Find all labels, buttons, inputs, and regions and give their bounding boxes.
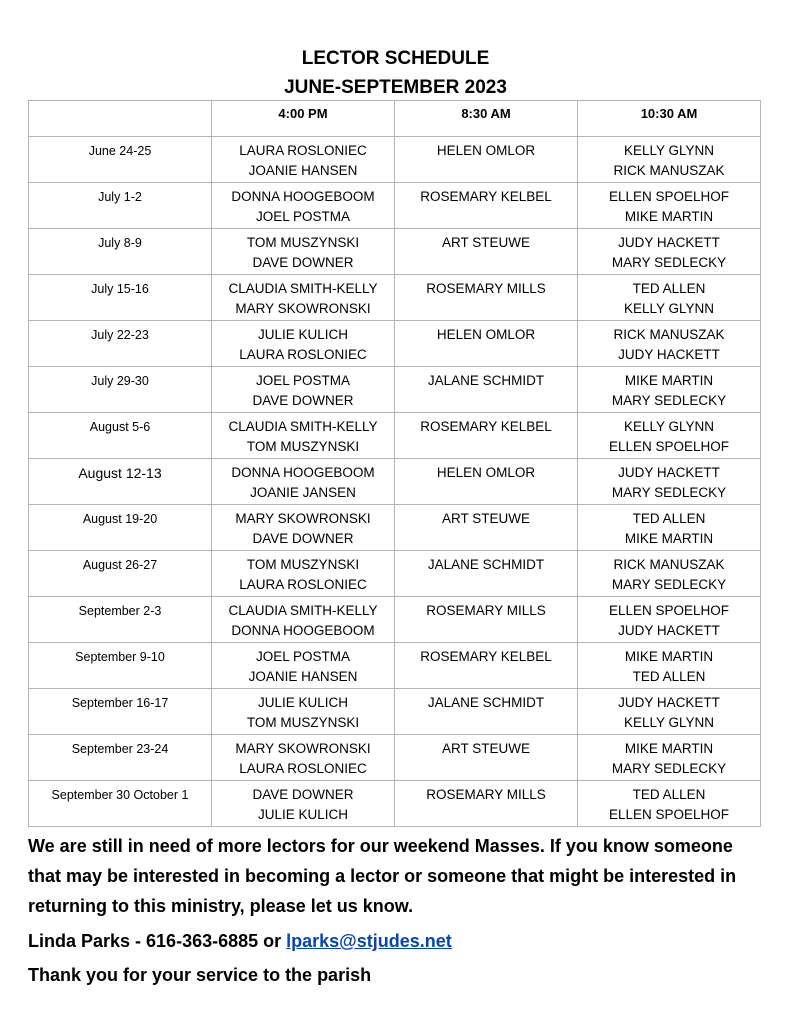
schedule-title: LECTOR SCHEDULE xyxy=(301,48,490,69)
names-4pm xyxy=(212,183,395,229)
lector-name: TOM MUSZYNSKI xyxy=(246,557,360,572)
names-1030am xyxy=(578,505,761,551)
names-1030am xyxy=(578,137,761,183)
row-date: July 29-30 xyxy=(29,367,212,413)
lector-name: JOEL POSTMA xyxy=(255,373,351,388)
lector-name: MIKE MARTIN xyxy=(624,208,714,224)
table-row xyxy=(29,459,761,505)
lector-name: LAURA ROSLONIEC xyxy=(239,760,367,776)
row-date: August 5-6 xyxy=(29,413,212,459)
row-date: September 9-10 xyxy=(29,643,212,689)
names-830am xyxy=(395,459,578,505)
lector-name: DAVE DOWNER xyxy=(252,787,354,802)
lector-name: HELEN OMLOR xyxy=(436,465,536,480)
names-4pm xyxy=(212,413,395,459)
lector-name: JUDY HACKETT xyxy=(618,465,720,480)
names-4pm xyxy=(212,137,395,183)
names-1030am xyxy=(578,321,761,367)
lector-need-message: We are still in need of more lectors for our weekend Masses. If you know someone that may be interested in becoming a lector or someone that might be interested in returning to this ministry, please let us know. xyxy=(28,836,737,916)
lector-name: ROSEMARY MILLS xyxy=(426,281,546,296)
lector-name: JALANE SCHMIDT xyxy=(427,373,545,388)
names-4pm xyxy=(212,597,395,643)
lector-name: JOEL POSTMA xyxy=(255,649,351,664)
names-830am xyxy=(395,505,578,551)
lector-name: MIKE MARTIN xyxy=(624,530,714,546)
header-830am: 8:30 AM xyxy=(395,101,578,137)
names-4pm xyxy=(212,459,395,505)
lector-name: JULIE KULICH xyxy=(257,806,349,822)
names-1030am xyxy=(578,367,761,413)
row-date: July 8-9 xyxy=(29,229,212,275)
lector-name: JULIE KULICH xyxy=(257,327,349,342)
lector-name: ELLEN SPOELHOF xyxy=(608,806,730,822)
lector-name: HELEN OMLOR xyxy=(436,327,536,342)
table-row xyxy=(29,735,761,781)
lector-name: JALANE SCHMIDT xyxy=(427,695,545,710)
lector-name: DONNA HOOGEBOOM xyxy=(231,622,375,638)
names-4pm xyxy=(212,321,395,367)
lector-name: CLAUDIA SMITH-KELLY xyxy=(228,419,378,434)
contact-name-phone: Linda Parks - 616-363-6885 or xyxy=(28,931,287,951)
lector-name: DAVE DOWNER xyxy=(252,530,354,546)
row-date: July 22-23 xyxy=(29,321,212,367)
thank-you-line: Thank you for your service to the parish xyxy=(28,965,372,985)
lector-name: LAURA ROSLONIEC xyxy=(239,576,367,592)
lector-name: JUDY HACKETT xyxy=(618,346,720,362)
table-row xyxy=(29,321,761,367)
lector-name: TED ALLEN xyxy=(632,787,706,802)
lector-schedule-table xyxy=(28,100,761,827)
names-1030am xyxy=(578,551,761,597)
lector-name: MIKE MARTIN xyxy=(624,373,714,388)
lector-name: MIKE MARTIN xyxy=(624,741,714,756)
lector-name: TED ALLEN xyxy=(632,511,706,526)
row-date: September 16-17 xyxy=(29,689,212,735)
contact-line xyxy=(28,926,768,956)
lector-name: ELLEN SPOELHOF xyxy=(608,189,730,204)
lector-name: MARY SEDLECKY xyxy=(611,760,727,776)
row-date: September 30 October 1 xyxy=(29,781,212,827)
names-4pm xyxy=(212,505,395,551)
lector-name: JULIE KULICH xyxy=(257,695,349,710)
row-date: August 19-20 xyxy=(29,505,212,551)
lector-name: JOANIE JANSEN xyxy=(250,484,356,500)
lector-name: MARY SEDLECKY xyxy=(611,484,727,500)
lector-name: TOM MUSZYNSKI xyxy=(246,235,360,250)
lector-name: MARY SKOWRONSKI xyxy=(235,511,371,526)
names-1030am xyxy=(578,597,761,643)
lector-name: RICK MANUSZAK xyxy=(613,557,725,572)
lector-name: TOM MUSZYNSKI xyxy=(246,438,360,454)
lector-name: ART STEUWE xyxy=(441,741,530,756)
table-row xyxy=(29,551,761,597)
lector-name: MARY SEDLECKY xyxy=(611,392,727,408)
table-row xyxy=(29,367,761,413)
row-date: June 24-25 xyxy=(29,137,212,183)
lector-name: DAVE DOWNER xyxy=(252,392,354,408)
names-830am xyxy=(395,413,578,459)
row-date: September 2-3 xyxy=(29,597,212,643)
row-date: August 26-27 xyxy=(29,551,212,597)
lector-name: RICK MANUSZAK xyxy=(613,327,725,342)
names-4pm xyxy=(212,367,395,413)
lector-name: ROSEMARY KELBEL xyxy=(420,419,552,434)
names-830am xyxy=(395,735,578,781)
names-830am xyxy=(395,781,578,827)
lector-name: KELLY GLYNN xyxy=(623,714,715,730)
lector-name: DONNA HOOGEBOOM xyxy=(231,189,375,204)
table-row xyxy=(29,413,761,459)
names-830am xyxy=(395,551,578,597)
lector-name: RICK MANUSZAK xyxy=(613,162,725,178)
lector-name: DONNA HOOGEBOOM xyxy=(231,465,375,480)
lector-name: JUDY HACKETT xyxy=(618,235,720,250)
names-830am xyxy=(395,183,578,229)
header-4pm: 4:00 PM xyxy=(212,101,395,137)
lector-name: TED ALLEN xyxy=(632,668,706,684)
lector-name: CLAUDIA SMITH-KELLY xyxy=(228,281,378,296)
lector-name: DAVE DOWNER xyxy=(252,254,354,270)
lector-name: MARY SKOWRONSKI xyxy=(235,741,371,756)
names-1030am xyxy=(578,275,761,321)
table-row xyxy=(29,275,761,321)
table-header-row xyxy=(29,101,761,137)
lector-name: JOANIE HANSEN xyxy=(248,668,358,684)
lector-name: ROSEMARY KELBEL xyxy=(420,649,552,664)
lector-name: KELLY GLYNN xyxy=(623,143,715,158)
names-4pm xyxy=(212,229,395,275)
lector-name: ART STEUWE xyxy=(441,511,530,526)
contact-email-link[interactable]: lparks@stjudes.net xyxy=(286,931,452,951)
table-row xyxy=(29,505,761,551)
table-row xyxy=(29,781,761,827)
lector-name: HELEN OMLOR xyxy=(436,143,536,158)
lector-name: TED ALLEN xyxy=(632,281,706,296)
names-830am xyxy=(395,597,578,643)
schedule-subtitle: JUNE-SEPTEMBER 2023 xyxy=(284,77,507,98)
row-date: July 15-16 xyxy=(29,275,212,321)
names-830am xyxy=(395,643,578,689)
names-830am xyxy=(395,367,578,413)
lector-name: JOANIE HANSEN xyxy=(248,162,358,178)
lector-name: MARY SKOWRONSKI xyxy=(235,300,371,316)
lector-name: MIKE MARTIN xyxy=(624,649,714,664)
lector-name: JUDY HACKETT xyxy=(618,695,720,710)
lector-name: JUDY HACKETT xyxy=(618,622,720,638)
table-row xyxy=(29,597,761,643)
lector-name: ROSEMARY MILLS xyxy=(426,603,546,618)
lector-name: LAURA ROSLONIEC xyxy=(239,143,367,158)
names-1030am xyxy=(578,229,761,275)
table-row xyxy=(29,137,761,183)
lector-name: ROSEMARY MILLS xyxy=(426,787,546,802)
lector-name: JOEL POSTMA xyxy=(255,208,351,224)
lector-name: JALANE SCHMIDT xyxy=(427,557,545,572)
names-1030am xyxy=(578,183,761,229)
lector-name: MARY SEDLECKY xyxy=(611,576,727,592)
lector-name: ELLEN SPOELHOF xyxy=(608,438,730,454)
names-4pm xyxy=(212,735,395,781)
header-1030am: 10:30 AM xyxy=(578,101,761,137)
table-row xyxy=(29,183,761,229)
names-4pm xyxy=(212,643,395,689)
lector-name: ART STEUWE xyxy=(441,235,530,250)
names-1030am xyxy=(578,689,761,735)
table-row xyxy=(29,689,761,735)
names-4pm xyxy=(212,551,395,597)
row-date: September 23-24 xyxy=(29,735,212,781)
names-1030am xyxy=(578,413,761,459)
names-1030am xyxy=(578,781,761,827)
names-830am xyxy=(395,229,578,275)
table-row xyxy=(29,229,761,275)
lector-name: KELLY GLYNN xyxy=(623,419,715,434)
lector-name: CLAUDIA SMITH-KELLY xyxy=(228,603,378,618)
names-830am xyxy=(395,275,578,321)
header-date xyxy=(29,101,212,137)
names-1030am xyxy=(578,735,761,781)
names-4pm xyxy=(212,689,395,735)
table-row xyxy=(29,643,761,689)
lector-name: ROSEMARY KELBEL xyxy=(420,189,552,204)
lector-name: TOM MUSZYNSKI xyxy=(246,714,360,730)
names-4pm xyxy=(212,275,395,321)
names-830am xyxy=(395,137,578,183)
names-1030am xyxy=(578,459,761,505)
row-date: August 12-13 xyxy=(29,459,212,505)
names-830am xyxy=(395,689,578,735)
names-830am xyxy=(395,321,578,367)
lector-name: ELLEN SPOELHOF xyxy=(608,603,730,618)
lector-name: KELLY GLYNN xyxy=(623,300,715,316)
names-1030am xyxy=(578,643,761,689)
names-4pm xyxy=(212,781,395,827)
lector-name: LAURA ROSLONIEC xyxy=(239,346,367,362)
row-date: July 1-2 xyxy=(29,183,212,229)
lector-name: MARY SEDLECKY xyxy=(611,254,727,270)
